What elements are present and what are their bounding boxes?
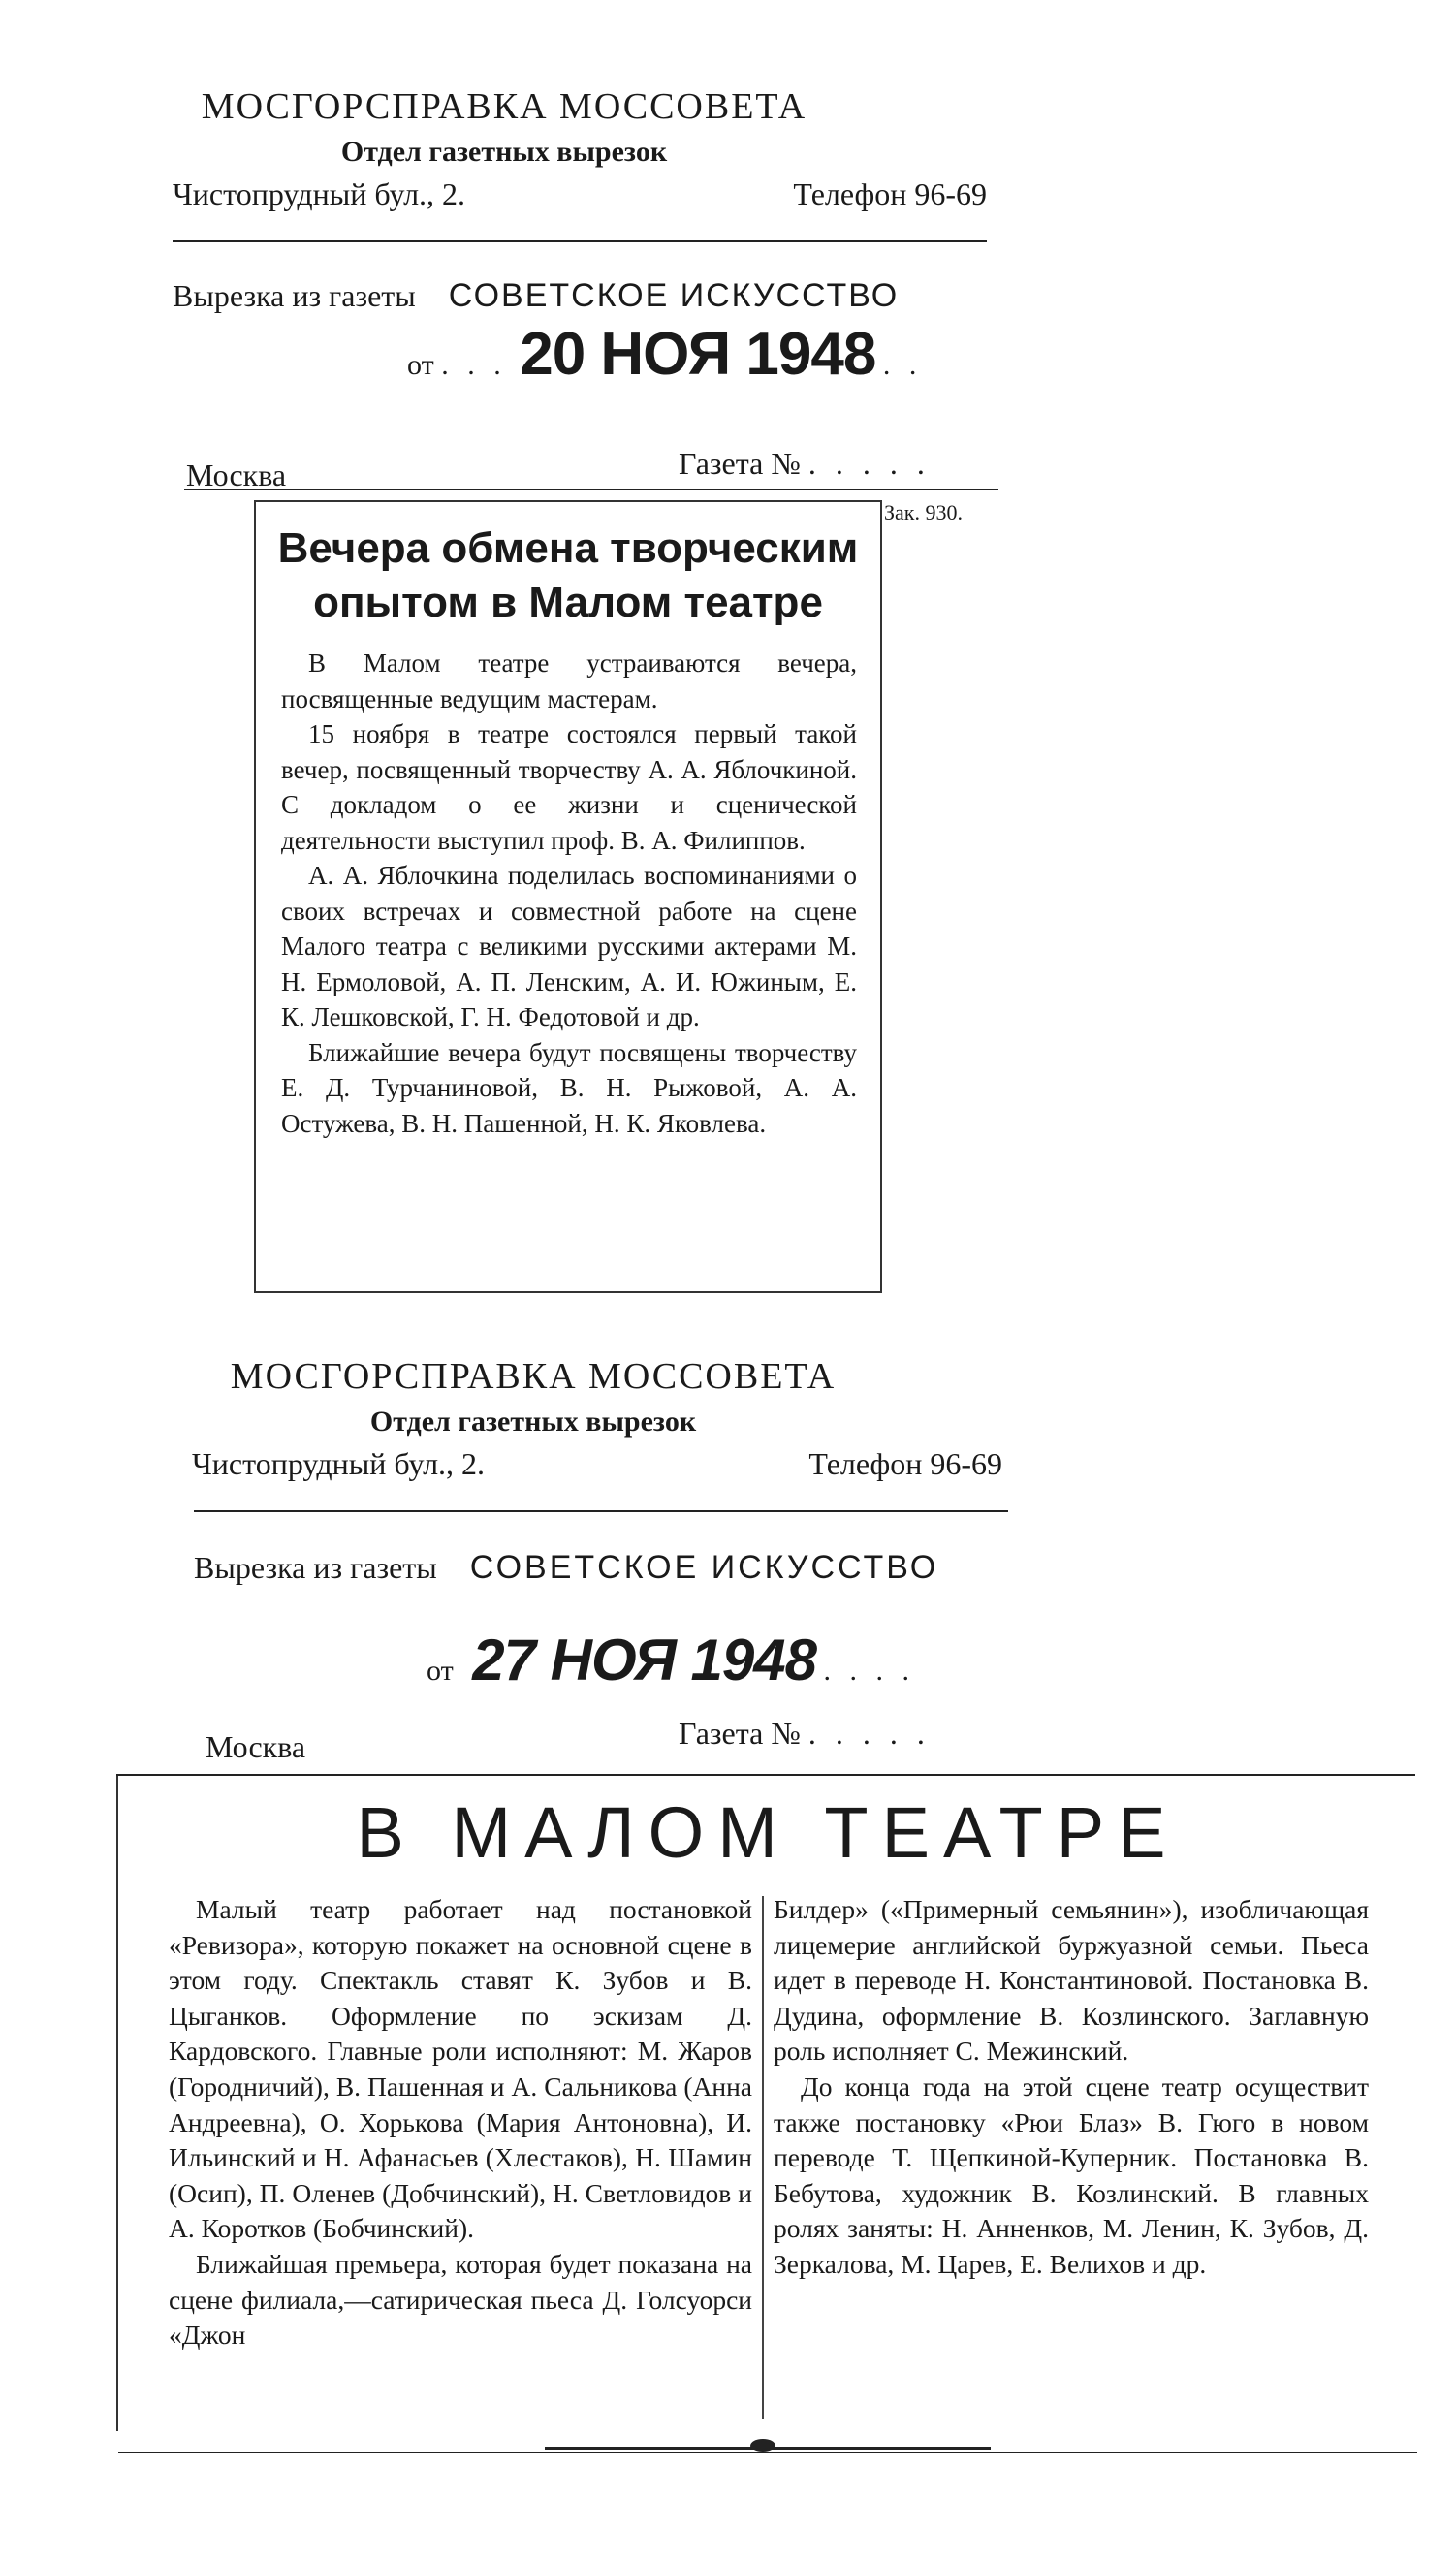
header-rule	[194, 1510, 1008, 1512]
agency-title: МОСГОРСПРАВКА МОССОВЕТА	[201, 86, 807, 127]
date-prefix: от	[427, 1655, 454, 1687]
city: Москва	[186, 458, 287, 492]
gazette-label: Газета №	[679, 446, 801, 481]
department-title: Отдел газетных вырезок	[369, 1406, 697, 1438]
article-frame	[116, 1776, 1417, 2431]
article-paragraph: 15 ноября в театре состоялся первый такой вечер, посвященный творчеству А. А. Яблочкиной. С докладом о ее жизни и сценической деятельности выступил проф. В. А. Филиппов.	[281, 719, 857, 855]
article-paragraph: До конца года на этой сцене театр осуществит также постановку «Рюи Блаз» В. Гюго в новом переводе Т. Щепкиной-Куперник. Постановка В. Бебутова, художник В. Козлинский. В главных ролях заняты: Н. Анненков, М. Ленин, К. Зубов, Д. Зеркалова, М. Царев, Е. Велихов и др.	[774, 2071, 1369, 2279]
date-stamp: 27 НОЯ 1948	[472, 1628, 817, 1692]
column-divider	[762, 1896, 764, 2419]
article-headline-line2: опытом в Малом театре	[313, 579, 823, 626]
department-title: Отдел газетных вырезок	[340, 136, 668, 168]
header-rule	[173, 240, 987, 242]
gazette-label: Газета №	[679, 1716, 801, 1751]
rule-ornament	[750, 2439, 775, 2452]
article-paragraph: Малый театр работает над постановкой «Ревизора», которую покажет на основной сцене в этом году. Спектакль ставят К. Зубов и В. Цыганков. Оформление по эскизам Д. Кардовского. Главные роли исполняют: М. Жаров (Городничий), В. Пашенная и А. Сальникова (Анна Андреевна), О. Хорькова (Мария Антоновна), И. Ильинский и Н. Афанасьев (Хлестаков), Н. Шамин (Осип), П. Оленев (Добчинский), Н. Светловидов и А. Коротков (Бобчинский).	[169, 1894, 752, 2244]
article-box	[254, 500, 882, 1293]
article-headline-line1: Вечера обмена творческим	[277, 524, 859, 572]
bottom-border	[118, 2452, 1417, 2453]
article-paragraph: В Малом театре устраиваются вечера, посвященные ведущим мастерам.	[281, 648, 857, 713]
article-headline: В МАЛОМ ТЕАТРЕ	[356, 1792, 1180, 1873]
address: Чистопрудный бул., 2.	[192, 1446, 486, 1481]
address: Чистопрудный бул., 2.	[173, 176, 466, 211]
newspaper-name: СОВЕТСКОЕ ИСКУССТВО	[448, 277, 900, 314]
city-rule	[184, 489, 998, 490]
article-column-2	[774, 1892, 1369, 2283]
from-label: Вырезка из газеты	[173, 278, 416, 313]
article-paragraph: Ближайшие вечера будут посвящены творчеству Е. Д. Турчаниновой, В. Н. Рыжовой, А. А. Остужева, В. Н. Пашенной, Н. К. Яковлева.	[281, 1037, 857, 1138]
date-prefix: от	[407, 349, 434, 381]
article-paragraph: Ближайшая премьера, которая будет показана на сцене филиала,—сатирическая пьеса Д. Голсуорси «Джон	[169, 2248, 752, 2351]
article-column-1	[169, 1892, 752, 2354]
order-number: Зак. 930.	[884, 500, 963, 524]
agency-title: МОСГОРСПРАВКА МОССОВЕТА	[230, 1356, 837, 1397]
phone: Телефон 96-69	[793, 176, 987, 211]
newspaper-name: СОВЕТСКОЕ ИСКУССТВО	[469, 1549, 939, 1586]
article-paragraph: А. А. Яблочкина поделилась воспоминаниями о своих встречах и совместной работе на сцене Малого театра с великими русскими актерами М. Н. Ермоловой, А. П. Ленским, А. И. Южиным, Е. К. Лешковской, Г. Н. Федотовой и др.	[281, 861, 857, 1031]
date-stamp: 20 НОЯ 1948	[520, 321, 876, 388]
from-label: Вырезка из газеты	[194, 1550, 437, 1585]
phone: Телефон 96-69	[808, 1446, 1002, 1481]
city: Москва	[206, 1729, 306, 1764]
article-body	[281, 646, 857, 1141]
article-paragraph: Билдер» («Примерный семьянин»), изобличающая лицемерие английской буржуазной семьи. Пьеса идет в переводе Н. Константиновой. Постановка В. Дудина, оформление В. Козлинского. Заглавную роль исполняет С. Межинский.	[774, 1894, 1369, 2067]
